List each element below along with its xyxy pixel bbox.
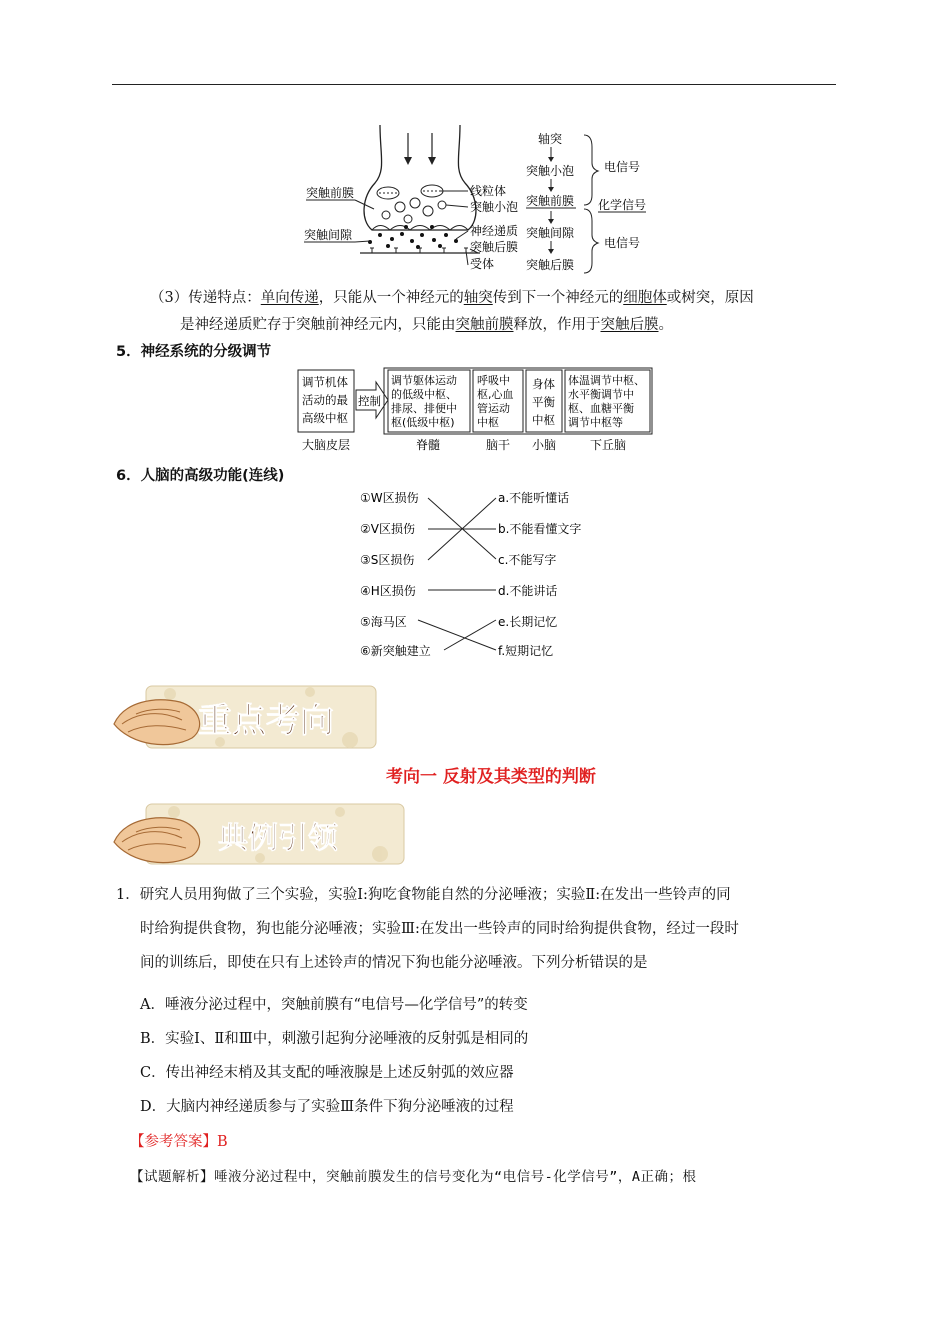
question-line1: 1．研究人员用狗做了三个实验，实验Ⅰ:狗吃食物能自然的分泌唾液；实验Ⅱ:在发出一些铃声的同 (116, 887, 731, 903)
header-rule (112, 84, 836, 85)
brace-bottom (584, 209, 598, 273)
chain-3: 突触间隙 (526, 226, 575, 240)
right-item-0: a.不能听懂话 (498, 491, 570, 505)
svg-text:调节中枢等: 调节中枢等 (568, 416, 623, 429)
explanation: 【试题解析】唾液分泌过程中，突触前膜发生的信号变化为“电信号-化学信号”，A正确；根 (130, 1169, 697, 1185)
label-mitochondria: 线粒体 (470, 184, 507, 198)
right-item-5: f.短期记忆 (498, 644, 554, 658)
svg-text:排尿、排便中: 排尿、排便中 (391, 402, 457, 415)
label-cleft: 突触间隙 (304, 228, 353, 242)
svg-text:平衡: 平衡 (532, 395, 555, 409)
option-d: D．大脑内神经递质参与了实验Ⅲ条件下狗分泌唾液的过程 (140, 1099, 514, 1115)
answer-tag: 【参考答案】 (130, 1134, 217, 1150)
caption-brainstem: 脑干 (486, 438, 511, 452)
question-line3: 间的训练后，即使在只有上述铃声的情况下狗也能分泌唾液。下列分析错误的是 (140, 955, 648, 971)
chain-1: 突触小泡 (526, 164, 575, 178)
left-item-0: ①W区损伤 (360, 491, 419, 505)
question-line2: 时给狗提供食物，狗也能分泌唾液；实验Ⅲ:在发出一些铃声的同时给狗提供食物，经过一段时 (140, 921, 739, 937)
right-item-1: b.不能看懂文字 (498, 522, 582, 536)
question-1 (116, 878, 846, 980)
brace-top (584, 135, 598, 205)
svg-text:调节机体: 调节机体 (302, 375, 348, 389)
left-item-1: ②V区损伤 (360, 522, 415, 536)
control-label: 控制 (358, 394, 381, 408)
svg-text:呼吸中: 呼吸中 (477, 374, 510, 387)
svg-text:枢(低级中枢): 枢(低级中枢) (391, 416, 455, 429)
svg-text:枢、血糖平衡: 枢、血糖平衡 (568, 402, 634, 415)
option-a: A．唾液分泌过程中，突触前膜有“电信号—化学信号”的转变 (140, 997, 528, 1013)
seashell-icon (114, 818, 200, 863)
signal-2: 电信号 (604, 236, 641, 250)
chain-0: 轴突 (538, 132, 563, 146)
label-vesicle: 突触小泡 (470, 200, 519, 214)
banner2-text: 典例引领 (218, 821, 338, 856)
label-transmitter: 神经递质 (470, 224, 519, 238)
signal-0: 电信号 (604, 160, 641, 174)
caption-cortex: 大脑皮层 (302, 438, 351, 452)
transmission-line2: 是神经递质贮存于突触前神经元内，只能由突触前膜释放，作用于突触后膜。 (180, 317, 673, 333)
svg-text:管运动: 管运动 (477, 402, 510, 415)
option-c: C．传出神经末梢及其支配的唾液腺是上述反射弧的效应器 (140, 1065, 514, 1081)
svg-text:枢,心血: 枢,心血 (477, 388, 514, 401)
label-receptor: 受体 (470, 257, 495, 271)
svg-text:体温调节中枢、: 体温调节中枢、 (568, 374, 645, 387)
chain-4: 突触后膜 (526, 258, 575, 272)
svg-text:调节躯体运动: 调节躯体运动 (391, 374, 457, 387)
banner-examples (110, 800, 410, 870)
caption-spine: 脊髓 (416, 438, 441, 452)
axon-terminal (364, 125, 476, 230)
transmission-line1: （3）传递特点：单向传递，只能从一个神经元的轴突传到下一个神经元的细胞体或树突，原因 (150, 290, 754, 306)
topic-title: 考向一 反射及其类型的判断 (386, 767, 596, 787)
svg-text:水平衡调节中: 水平衡调节中 (568, 388, 634, 401)
matching-diagram (358, 486, 608, 661)
hierarchy-diagram (296, 366, 658, 456)
presynaptic-membrane (372, 226, 468, 231)
left-item-4: ⑤海马区 (360, 615, 407, 629)
caption-cerebellum: 小脑 (532, 438, 557, 452)
banner1-text: 重点考向 (198, 701, 334, 741)
section5-title: 5．神经系统的分级调节 (116, 344, 272, 360)
option-b: B．实验Ⅰ、Ⅱ和Ⅲ中，刺激引起狗分泌唾液的反射弧是相同的 (140, 1031, 529, 1047)
synapse-diagram (300, 125, 660, 275)
left-item-2: ③S区损伤 (360, 553, 415, 567)
match-lines (418, 498, 496, 650)
left-item-3: ④H区损伤 (360, 584, 416, 598)
right-item-4: e.长期记忆 (498, 615, 558, 629)
neurotransmitter-dots (368, 225, 458, 249)
seashell-icon (114, 700, 200, 745)
right-item-2: c.不能写字 (498, 553, 557, 567)
caption-hypothalamus: 下丘脑 (590, 438, 627, 452)
answer-value: B (217, 1134, 228, 1150)
answer-line (130, 1130, 228, 1151)
svg-text:中枢: 中枢 (477, 416, 499, 429)
signal-1: 化学信号 (598, 198, 647, 212)
svg-text:中枢: 中枢 (532, 413, 555, 427)
chain-2: 突触前膜 (526, 194, 575, 208)
label-postsynaptic: 突触后膜 (470, 240, 519, 254)
svg-text:身体: 身体 (532, 377, 555, 391)
options-list (140, 988, 840, 1124)
left-item-5: ⑥新突触建立 (360, 644, 431, 658)
svg-text:高级中枢: 高级中枢 (302, 411, 348, 425)
label-presynaptic: 突触前膜 (306, 186, 355, 200)
arrow-head (428, 157, 436, 165)
section6-title: 6．人脑的高级功能(连线) (116, 468, 285, 484)
arrow-head (404, 157, 412, 165)
banner-key-topics (110, 680, 380, 754)
svg-text:活动的最: 活动的最 (302, 393, 348, 407)
right-item-3: d.不能讲话 (498, 584, 558, 598)
svg-text:的低级中枢、: 的低级中枢、 (391, 388, 457, 401)
transmission-para (150, 285, 850, 339)
receptors (370, 248, 468, 253)
